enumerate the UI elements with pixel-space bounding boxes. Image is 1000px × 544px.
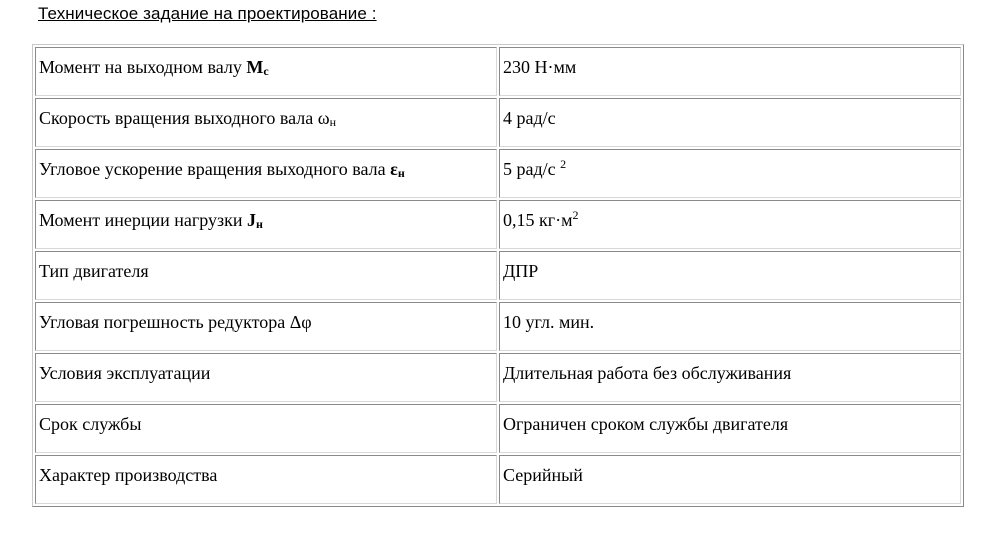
table-row: [35, 251, 961, 300]
specification-table: [32, 44, 964, 507]
parameter-name-cell: [35, 149, 497, 198]
parameter-value-cell: [499, 404, 961, 453]
parameter-value-cell: [499, 251, 961, 300]
parameter-name: Характер производства: [39, 465, 218, 485]
document-heading: Техническое задание на проектирование :: [38, 4, 377, 23]
parameter-symbol: M: [246, 57, 264, 77]
parameter-value-cell: [499, 302, 961, 351]
parameter-symbol-subscript: с: [263, 64, 269, 78]
parameter-value-exponent: 2: [560, 157, 567, 171]
parameter-name-cell: [35, 47, 497, 96]
parameter-value-cell: [499, 353, 961, 402]
parameter-name-cell: [35, 404, 497, 453]
parameter-name: Момент на выходном валу: [39, 57, 247, 77]
parameter-value: 0,15 кг·м: [503, 210, 573, 230]
parameter-value: 230 Н·мм: [503, 57, 577, 77]
table-row: [35, 149, 961, 198]
parameter-value: ДПР: [503, 261, 539, 281]
parameter-symbol-subscript: н: [329, 115, 337, 129]
table-row: [35, 353, 961, 402]
parameter-value-exponent: 2: [572, 208, 579, 222]
parameter-symbol: J: [247, 210, 257, 230]
parameter-value: 5 рад/с: [503, 159, 561, 179]
parameter-value-cell: [499, 149, 961, 198]
table-row: [35, 404, 961, 453]
parameter-name-cell: [35, 353, 497, 402]
parameter-value: Ограничен сроком службы двигателя: [503, 414, 789, 434]
parameter-name: Скорость вращения выходного вала: [39, 108, 318, 128]
parameter-value: 10 угл. мин.: [503, 312, 595, 332]
parameter-name: Условия эксплуатации: [39, 363, 211, 383]
parameter-name: Момент инерции нагрузки: [39, 210, 248, 230]
parameter-name: Угловое ускорение вращения выходного вала: [39, 159, 391, 179]
table-row: [35, 455, 961, 504]
parameter-symbol: ε: [390, 159, 398, 179]
parameter-value-cell: [499, 455, 961, 504]
parameter-value-cell: [499, 98, 961, 147]
parameter-value: Серийный: [503, 465, 583, 485]
table-row: [35, 200, 961, 249]
parameter-name-cell: [35, 98, 497, 147]
parameter-symbol-subscript: н: [397, 166, 405, 180]
table-row: [35, 47, 961, 96]
parameter-symbol-subscript: н: [256, 217, 263, 231]
parameter-value: 4 рад/с: [503, 108, 556, 128]
parameter-symbol: ω: [317, 108, 330, 128]
specification-table-body: [35, 47, 961, 504]
parameter-value: Длительная работа без обслуживания: [503, 363, 792, 383]
parameter-name: Тип двигателя: [39, 261, 149, 281]
parameter-name: Угловая погрешность редуктора: [39, 312, 290, 332]
parameter-name-cell: [35, 455, 497, 504]
table-row: [35, 302, 961, 351]
parameter-name-cell: [35, 302, 497, 351]
parameter-symbol: Δφ: [289, 312, 312, 332]
parameter-name-cell: [35, 200, 497, 249]
parameter-value-cell: [499, 200, 961, 249]
parameter-name: Срок службы: [39, 414, 142, 434]
table-row: [35, 98, 961, 147]
parameter-name-cell: [35, 251, 497, 300]
parameter-value-cell: [499, 47, 961, 96]
